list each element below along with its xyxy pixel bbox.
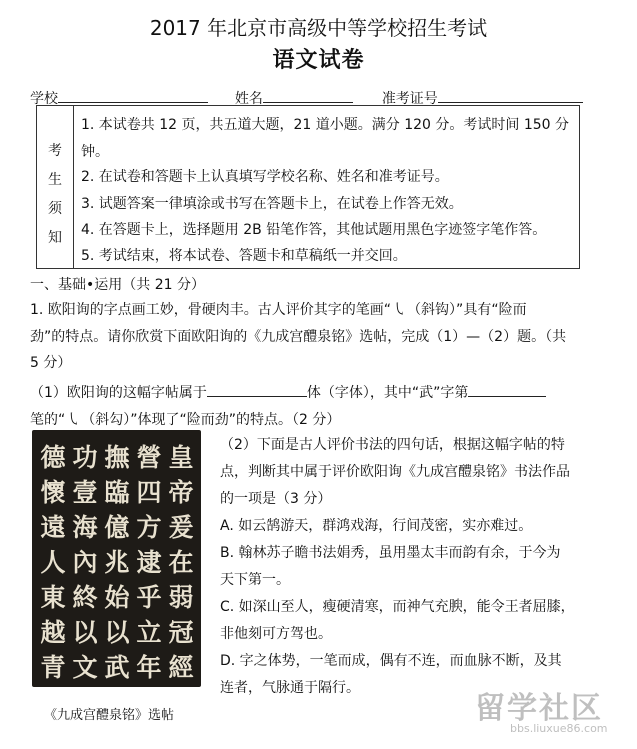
question-1-2-line: 的一项是（3 分） bbox=[220, 491, 332, 507]
notice-item: 钟。 bbox=[81, 144, 109, 160]
question-1-2-line: 点，判断其中属于评价欧阳询《九成宫醴泉铭》书法作品 bbox=[220, 464, 570, 480]
notice-label-char: 生 bbox=[48, 172, 62, 188]
calligraphy-column: 營四方逮乎立年 bbox=[136, 443, 162, 682]
name-field[interactable] bbox=[263, 88, 353, 103]
question-text: （斜钩）”具有“险而 bbox=[407, 302, 527, 318]
notice-item: 4. 在答题卡上，选择题用 2B 铅笔作答，其他试题用黑色字迹签字笔作答。 bbox=[81, 222, 547, 238]
notice-item: 5. 考试结束，将本试卷、答题卡和草稿纸一并交回。 bbox=[81, 248, 407, 264]
school-field[interactable] bbox=[58, 88, 208, 103]
slant-hook-stroke-icon: ㇂ bbox=[392, 302, 407, 318]
notice-label-char: 须 bbox=[48, 201, 62, 217]
section-heading: 一、基础•运用（共 21 分） bbox=[30, 277, 205, 293]
calligraphy-column: 撫臨億兆始以武 bbox=[104, 443, 130, 682]
question-1-line: 5 分） bbox=[30, 355, 72, 371]
notice-label-char: 考 bbox=[48, 143, 62, 159]
option-b: B. 翰林苏子瞻书法娟秀，虽用墨太丰而韵有余，于今为 bbox=[220, 545, 561, 561]
notice-label-char: 知 bbox=[48, 230, 62, 246]
paper-subtitle: 语文试卷 bbox=[272, 48, 365, 73]
exam-id-field[interactable] bbox=[438, 88, 583, 103]
notice-item: 3. 试题答案一律填涂或书写在答题卡上，在试卷上作答无效。 bbox=[81, 196, 463, 212]
question-text: （1）欧阳询的这幅字帖属于 bbox=[30, 385, 207, 401]
notice-item: 1. 本试卷共 12 页，共五道大题，21 道小题。满分 120 分。考试时间 150 分 bbox=[81, 117, 570, 133]
calligraphy-caption: 《九成宫醴泉铭》选帖 bbox=[44, 708, 175, 723]
question-1-line bbox=[30, 299, 527, 319]
calligraphy-column: 德懷遠人東越青 bbox=[40, 443, 66, 682]
watermark-url: bbs.liuxue86.com bbox=[510, 722, 608, 735]
question-1-line: 劲”的特点。请你欣赏下面欧阳询的《九成宫醴泉铭》选帖，完成（1）—（2）题。（共 bbox=[30, 329, 567, 345]
watermark-logo: 留学社区 bbox=[475, 691, 603, 726]
notice-item: 2. 在试卷和答题卡上认真填写学校名称、姓名和准考证号。 bbox=[81, 169, 449, 185]
option-a: A. 如云鹄游天，群鸿戏海，行间茂密，实亦难过。 bbox=[220, 518, 533, 534]
option-b-cont: 天下第一。 bbox=[220, 572, 290, 588]
question-text: 体（字体），其中“武”字第 bbox=[306, 385, 469, 401]
answer-blank[interactable] bbox=[207, 382, 307, 397]
calligraphy-rubbing bbox=[32, 430, 201, 687]
question-text: 1. 欧阳询的字点画工妙，骨硬肉丰。古人评价其字的笔画“ bbox=[30, 302, 392, 318]
question-text: 笔的“ bbox=[30, 412, 66, 428]
exam-id-label: 准考证号 bbox=[381, 91, 438, 107]
school-label: 学校 bbox=[30, 91, 58, 107]
notice-side-label bbox=[37, 106, 74, 268]
exam-title: 2017 年北京市高级中等学校招生考试 bbox=[149, 16, 488, 40]
question-1-1-line bbox=[30, 382, 546, 402]
calligraphy-column: 功壹海內終以文 bbox=[72, 443, 98, 682]
notice-box bbox=[36, 105, 580, 269]
calligraphy-column: 皇帝爰在弱冠經 bbox=[168, 443, 194, 682]
name-label: 姓名 bbox=[234, 91, 263, 107]
option-c: C. 如深山至人，瘦硬清寒，而神气充腴，能令王者屈膝， bbox=[220, 599, 575, 615]
question-1-2-line: （2）下面是古人评价书法的四句话，根据这幅字帖的特 bbox=[220, 437, 565, 453]
answer-blank[interactable] bbox=[468, 382, 546, 397]
slant-hook-stroke-icon: ㇂ bbox=[66, 412, 81, 428]
question-text: （斜勾）”体现了“险而劲”的特点。（2 分） bbox=[81, 412, 341, 428]
option-d: D. 字之体势，一笔而成，偶有不连，而血脉不断，及其 bbox=[220, 653, 562, 669]
option-d-cont: 连者，气脉通于隔行。 bbox=[220, 680, 360, 696]
option-c-cont: 非他刻可方驾也。 bbox=[220, 626, 332, 642]
question-1-1-line bbox=[30, 409, 340, 429]
